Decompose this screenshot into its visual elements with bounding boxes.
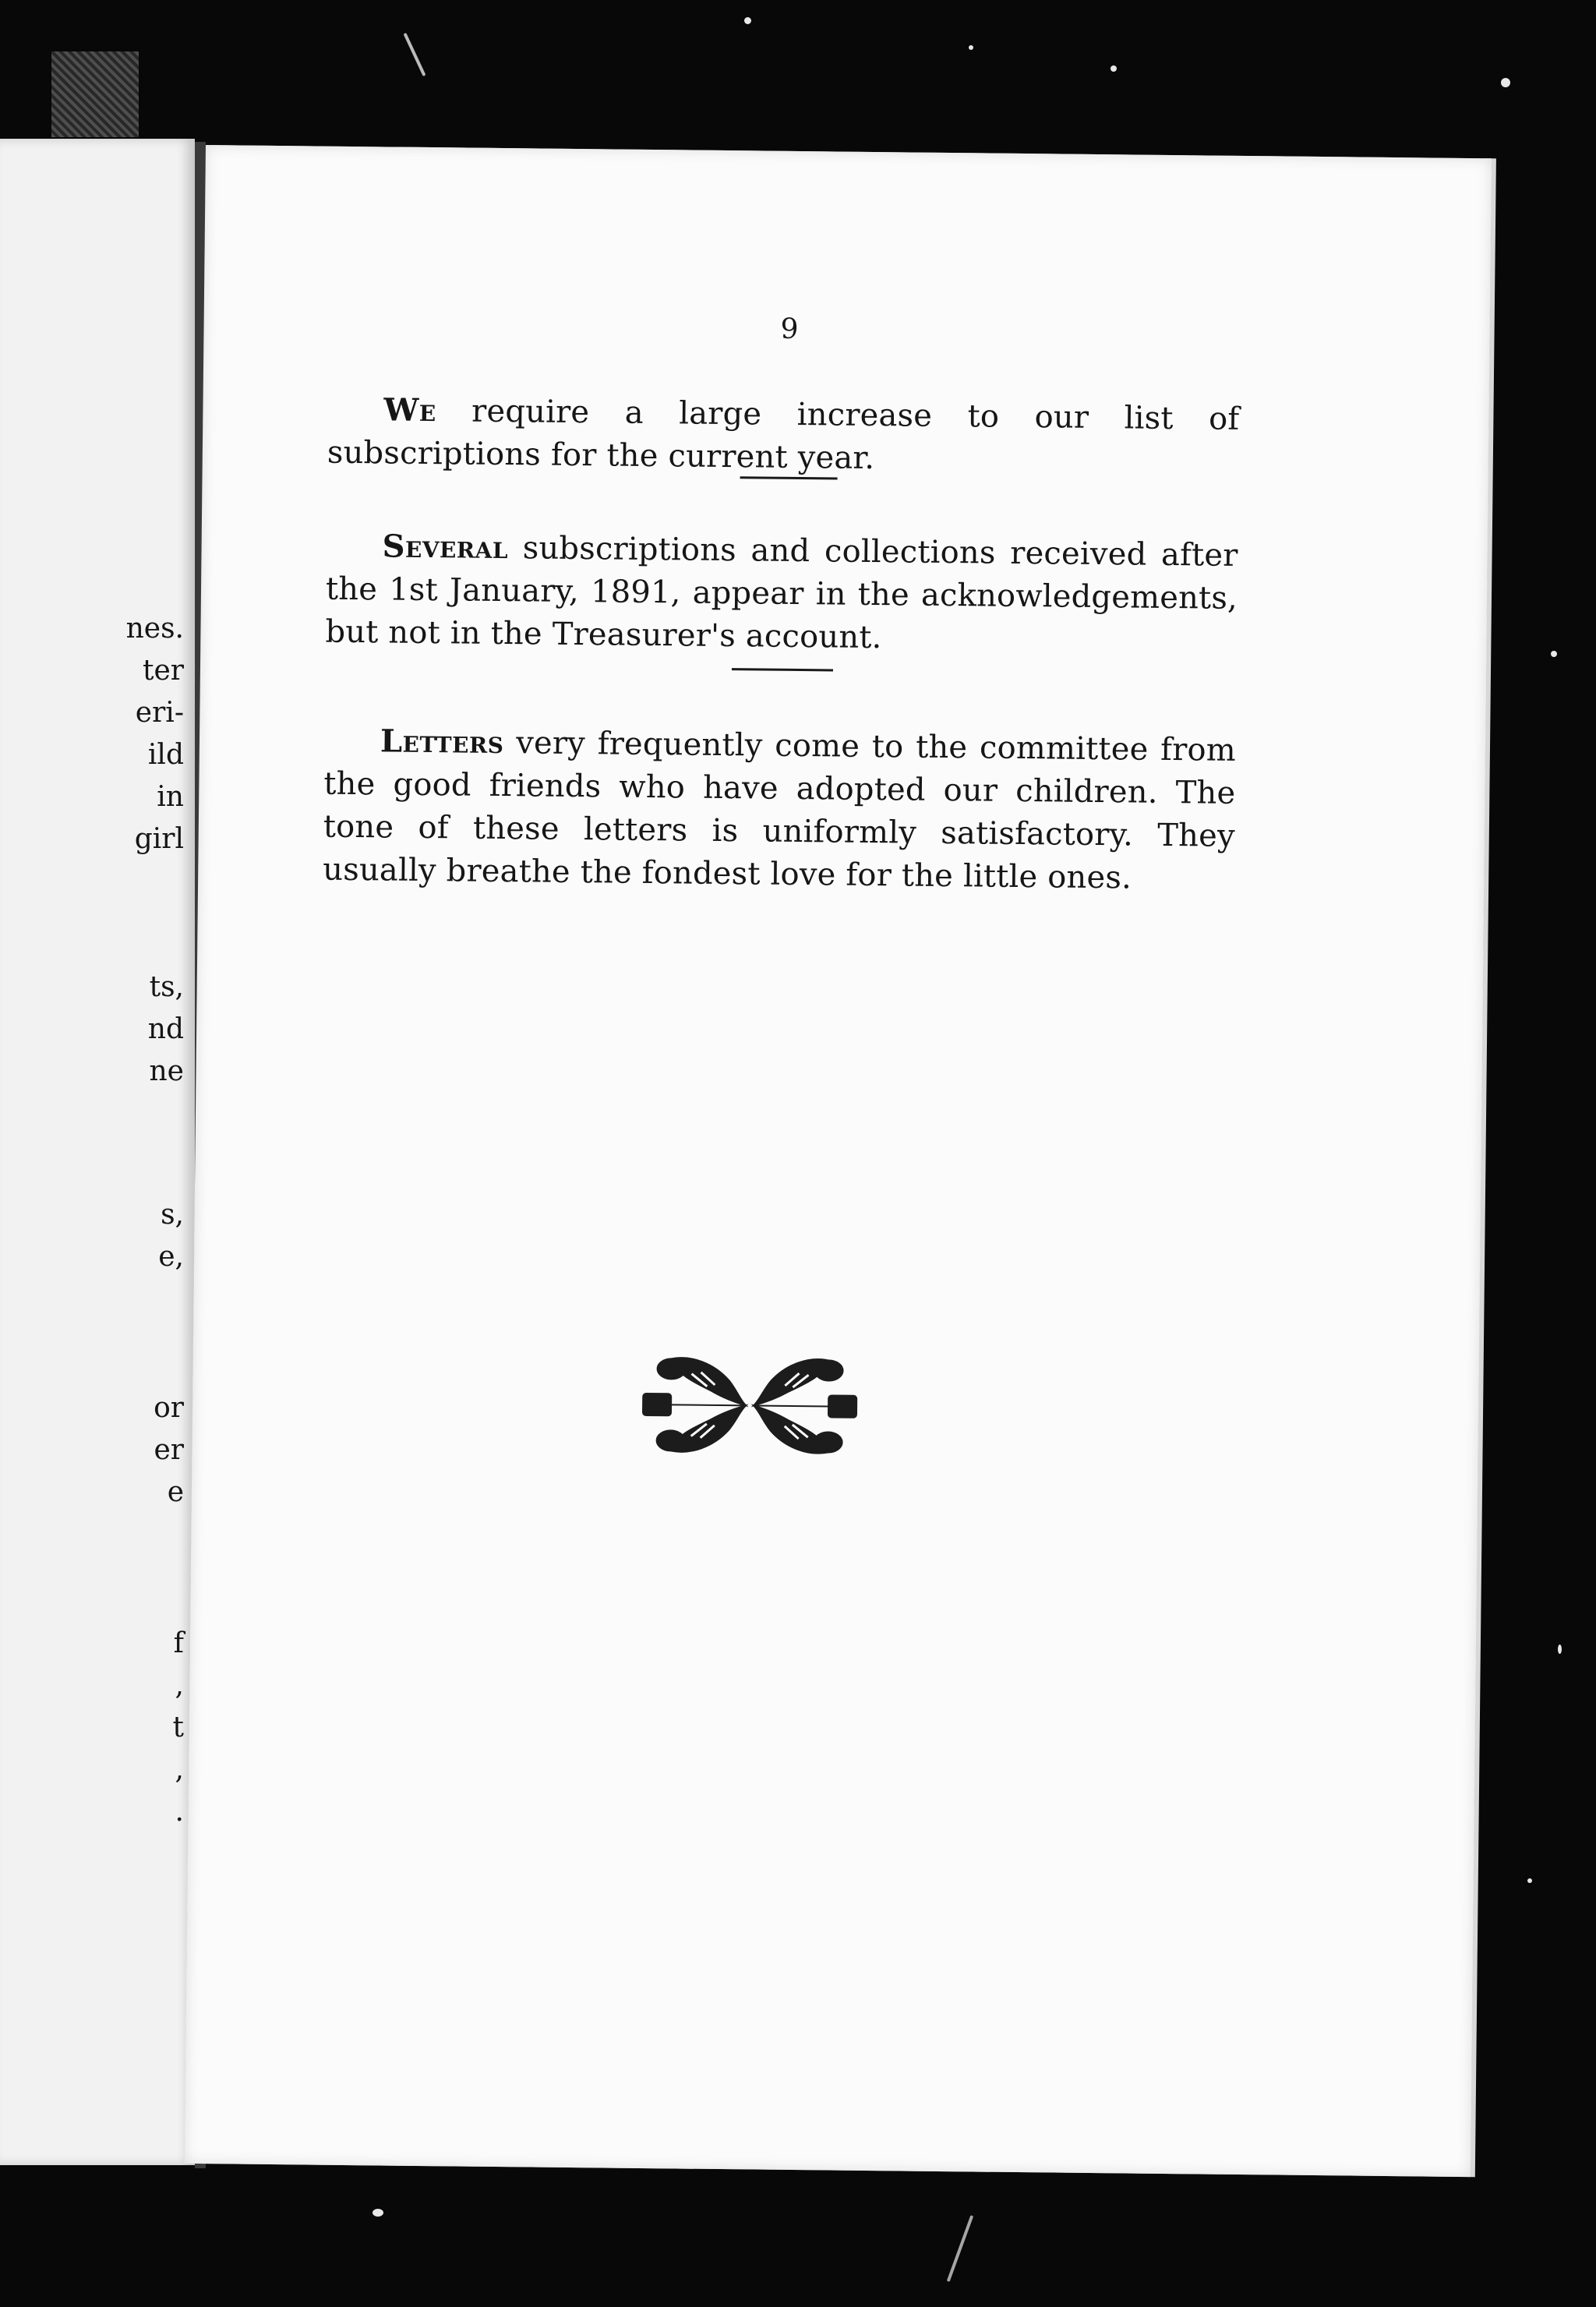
paragraph-letters-from-families [323, 719, 1236, 901]
film-speck [373, 2209, 383, 2217]
facing-page-fragment: in [157, 781, 184, 813]
section-divider [732, 668, 833, 671]
ornament-right-half [753, 1358, 856, 1454]
facing-page-fragment: t [172, 1712, 184, 1743]
facing-page-fragment: e [167, 1476, 184, 1508]
facing-page-fragment: nd [147, 1013, 184, 1045]
film-speck [1110, 65, 1117, 72]
facing-page-fragment: nes. [125, 613, 184, 645]
film-speck [404, 33, 426, 76]
binding-tab [51, 51, 139, 137]
facing-page-fragment: ild [147, 739, 184, 771]
film-speck [969, 45, 973, 50]
film-speck [947, 2215, 974, 2282]
paragraph-text: subscriptions and collections received after the 1st January, 1891, appear in the acknowledgements, but not in the Treasurer's account. [325, 530, 1238, 656]
facing-page-fragment: ne [149, 1055, 184, 1087]
facing-page [0, 139, 195, 2165]
paragraph-text: very frequently come to the committee from the good friends who have adopted our children. The tone of these letters is uniformly satisfactory. They usually breathe the fondest love for the little ones. [323, 725, 1237, 896]
film-speck [1551, 651, 1557, 657]
facing-page-fragment: , [175, 1669, 184, 1701]
paragraph-lead-word: Letters [380, 722, 504, 761]
facing-page-fragment: eri- [135, 697, 184, 729]
facing-page-fragment: s, [161, 1199, 184, 1231]
facing-page-fragment: e, [158, 1241, 184, 1273]
film-speck [1558, 1645, 1562, 1654]
film-speck [1501, 78, 1510, 87]
facing-page-fragment: or [154, 1392, 184, 1424]
facing-page-fragment: er [154, 1434, 184, 1466]
paragraph-text: require a large increase to our list of subscriptions for the current year. [327, 393, 1240, 477]
fleuron-ornament-icon [636, 1342, 863, 1469]
facing-page-fragment: ts, [149, 971, 184, 1003]
ornament-left-half [642, 1358, 746, 1453]
paragraph-lead-word: We [383, 391, 436, 429]
film-speck [744, 17, 751, 24]
facing-page-fragment: ter [143, 655, 184, 687]
facing-page-fragment: girl [134, 823, 184, 855]
paragraph-subscriptions-appeal [327, 388, 1240, 484]
section-divider [740, 476, 838, 479]
facing-page-fragment: , [175, 1754, 184, 1786]
page-number: 9 [780, 313, 799, 345]
paragraph-acknowledgements-note [325, 525, 1238, 663]
film-speck [1527, 1878, 1532, 1883]
document-page [185, 145, 1492, 2177]
facing-page-fragment: . [175, 1796, 184, 1828]
paragraph-lead-word: Several [382, 528, 509, 567]
facing-page-fragment: f [173, 1627, 184, 1659]
